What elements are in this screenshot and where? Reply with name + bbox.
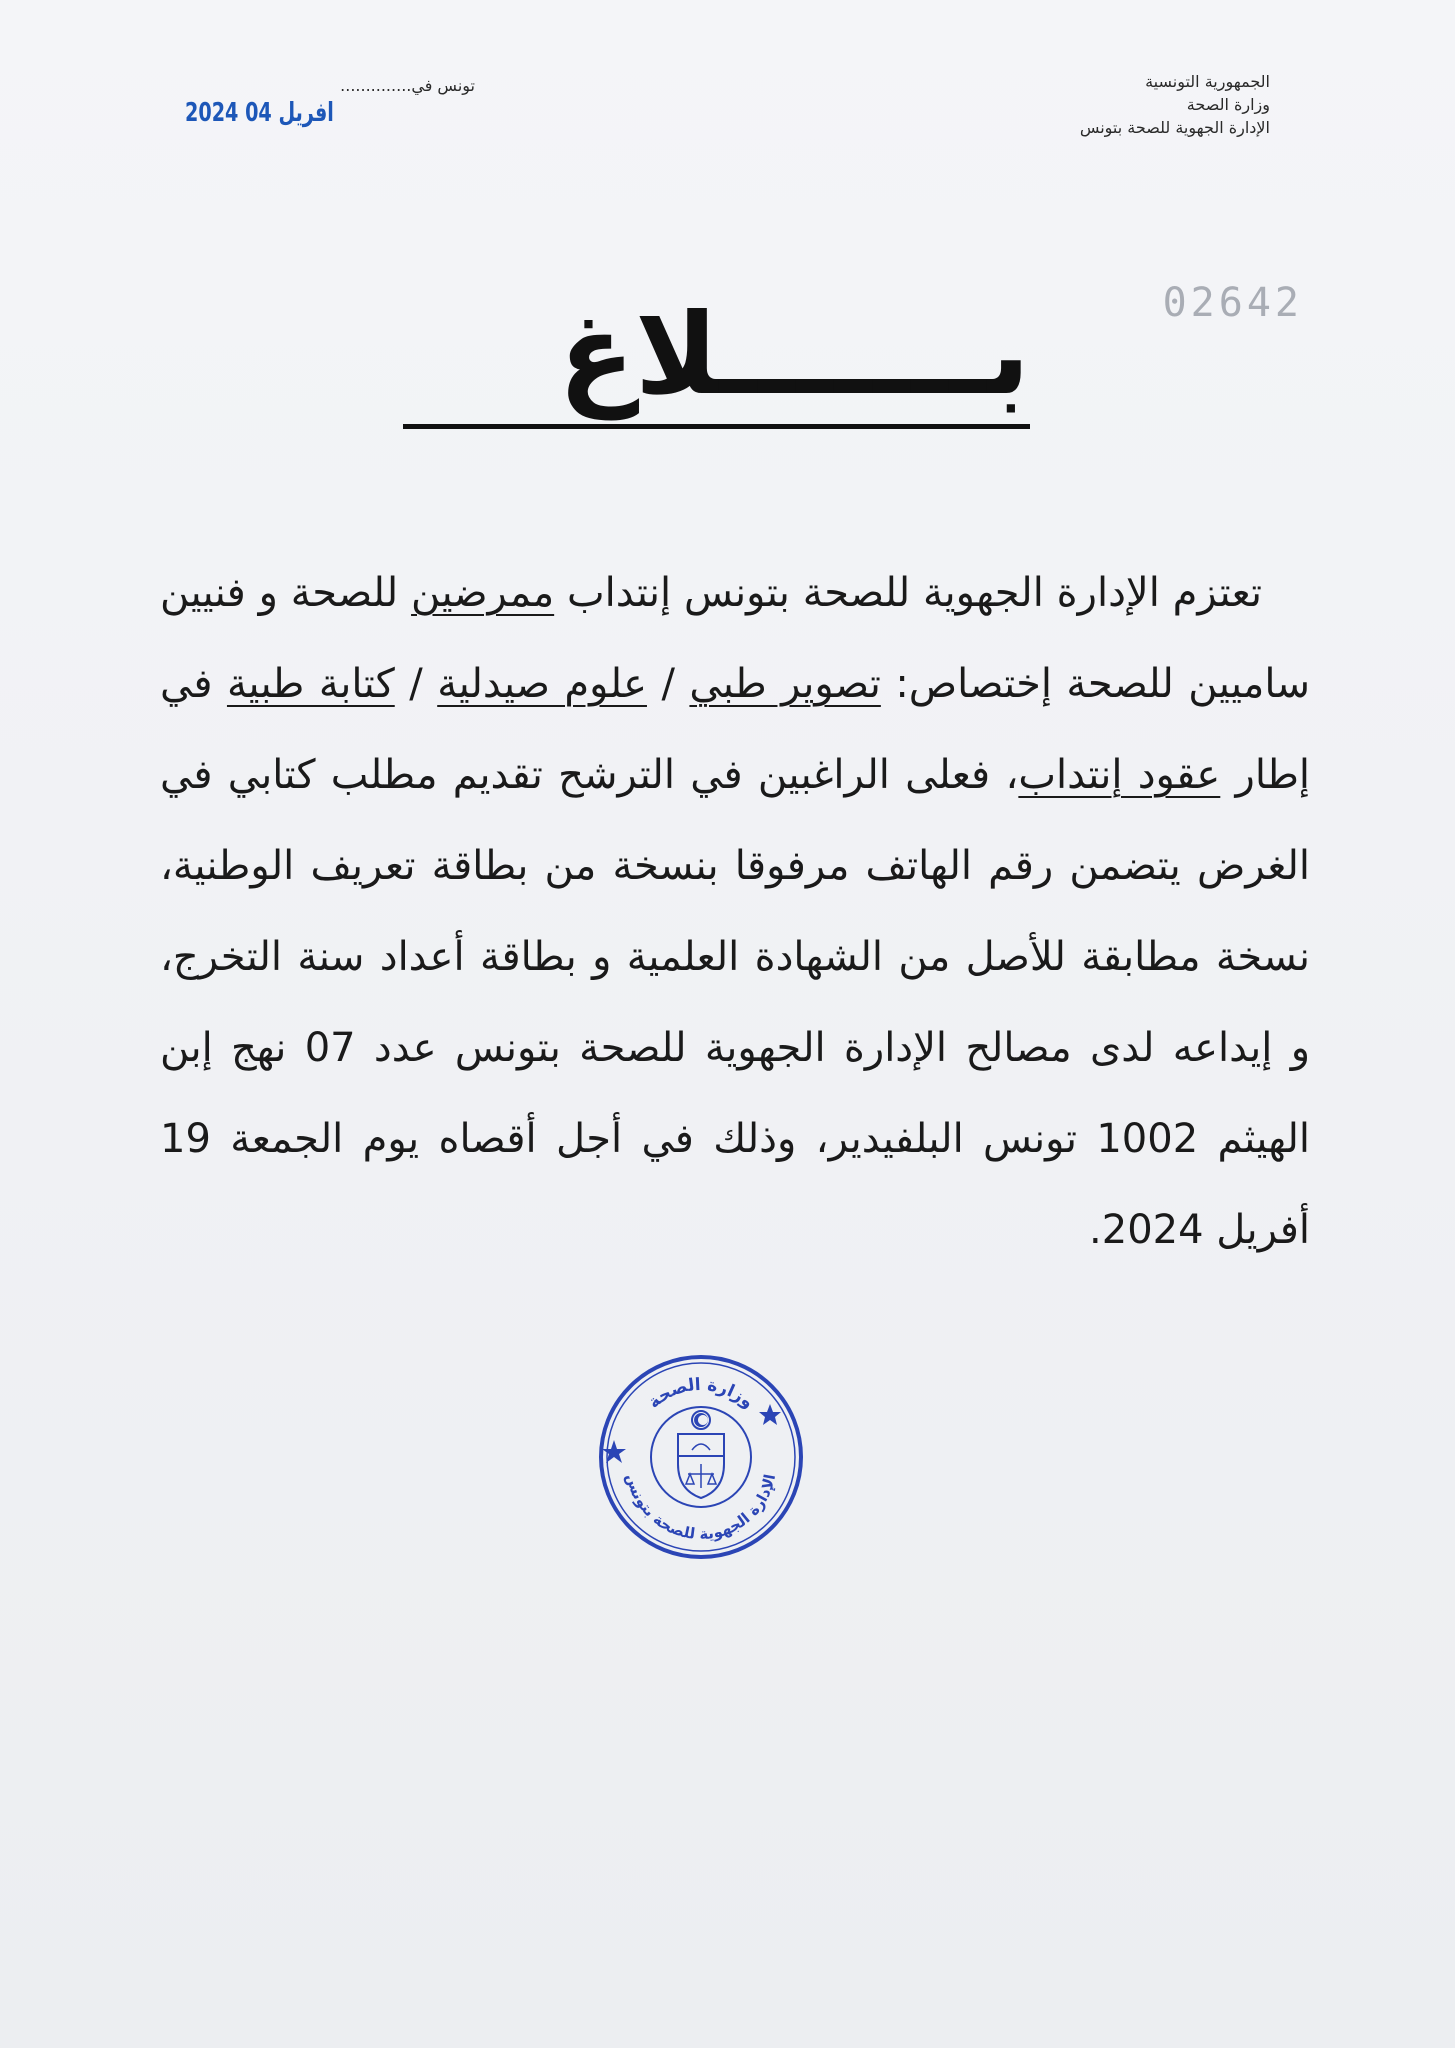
underlined-medical-imaging: تصوير طبي	[689, 661, 881, 707]
announcement-body	[160, 548, 1310, 1276]
body-text-3: في إطار	[160, 661, 1311, 798]
header-line-ministry: وزارة الصحة	[1186, 95, 1270, 114]
official-seal	[596, 1352, 806, 1562]
document-title: بـــــــلاغ	[558, 290, 1030, 420]
header-line-republic: الجمهورية التونسية	[1145, 72, 1270, 91]
body-text-4: ، فعلى الراغبين في الترشح تقديم مطلب كتابي في الغرض يتضمن رقم الهاتف مرفوقا بنسخة من بطاقة تعريف الوطنية، نسخة مطابقة للأصل من الشهادة العلمية و بطاقة أعداد سنة التخرج، و إيداعه لدى مصالح الإدارة الجهوية للصحة بتونس عدد 07 نهج إبن الهيثم 1002 تونس البلفيدير، وذلك في أجل أقصاه يوم الجمعة 19 أفريل 2024.	[160, 752, 1311, 1253]
announcement-paragraph	[160, 548, 1310, 1276]
underlined-pharmacy-sciences: علوم صيدلية	[437, 661, 647, 707]
crescent-icon	[694, 1413, 708, 1427]
body-separator-2: /	[394, 661, 438, 707]
header-line-regional-directorate: الإدارة الجهوية للصحة بتونس	[1079, 118, 1270, 137]
place-date-block	[185, 76, 475, 136]
body-separator-1: /	[646, 661, 690, 707]
underlined-medical-secretariat: كتابة طبية	[226, 661, 395, 707]
underlined-recruitment-contracts: عقود إنتداب	[1018, 752, 1221, 798]
title-block	[403, 290, 1030, 440]
place-line: تونس في..............	[340, 76, 475, 95]
coat-of-arms-icon	[678, 1411, 724, 1498]
body-text-1: تعتزم الإدارة الجهوية للصحة بتونس إنتداب	[554, 570, 1263, 616]
underlined-nurses: ممرضين	[411, 570, 555, 616]
seal-top-text: وزارة الصحة	[644, 1374, 758, 1413]
reference-number-stamp: 02642	[1162, 280, 1303, 326]
issuer-header	[910, 70, 1270, 139]
title-underline	[403, 424, 1030, 429]
seal-bottom-text: الإدارة الجهوية للصحة بتونس	[622, 1471, 780, 1544]
date-stamp: 2024 افريل 04	[185, 98, 334, 128]
body-text-2: للصحة و فنيين ساميين للصحة إختصاص:	[160, 570, 1311, 707]
